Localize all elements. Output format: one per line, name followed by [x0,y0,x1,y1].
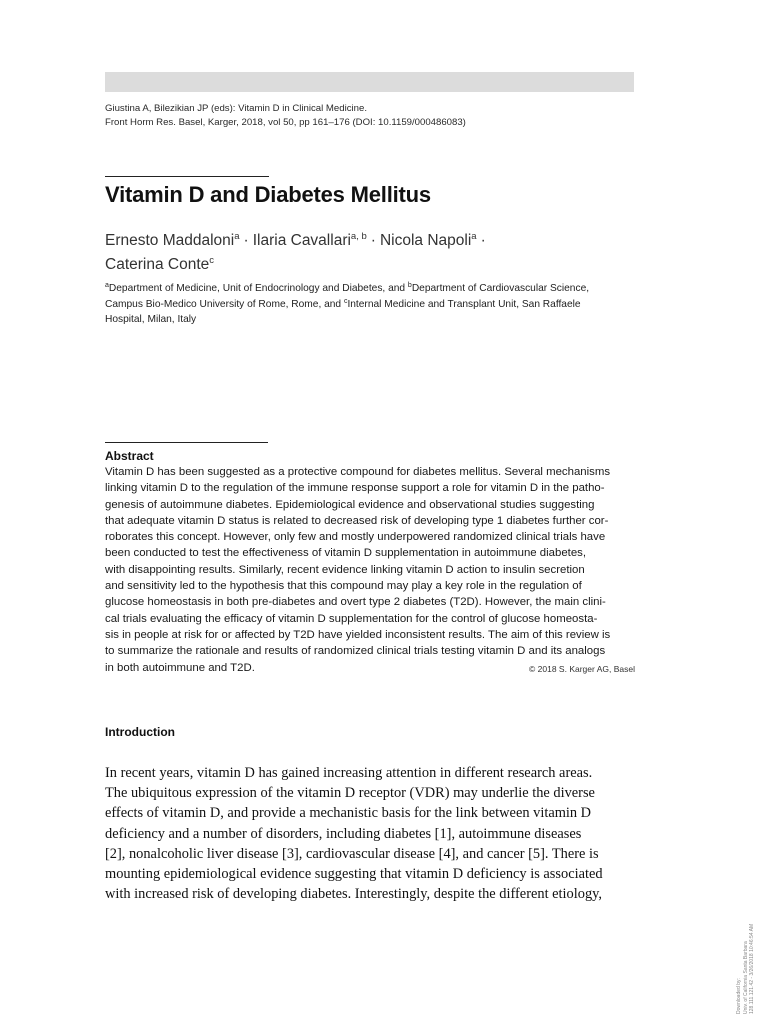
watermark-line: 128.111.121.42 - 3/26/2018 10:46:54 AM [749,923,755,1014]
author-separator: · [480,232,486,249]
author-separator: · [370,232,376,249]
affiliation-text: Campus Bio-Medico University of Rome, Rome, and [105,298,344,310]
download-watermark [736,924,756,1014]
watermark-line: Univ. of California Santa Barbara [742,941,749,1014]
abstract-line: cal trials evaluating the efficacy of vitamin D supplementation for the control of glucose homeosta- [105,612,598,625]
header-banner [105,72,634,92]
abstract-line: Vitamin D has been suggested as a protective compound for diabetes mellitus. Several mechanisms [105,466,611,478]
citation [105,102,645,130]
affiliation-line [105,297,645,313]
affiliation-line: Hospital, Milan, Italy [105,314,197,325]
abstract-line: and sensitivity led to the hypothesis that this compound may play a key role in the regulation of [105,580,582,593]
abstract-line: sis in people at risk for or affected by T2D have yielded inconsistent results. The aim of this review is [105,628,611,641]
author-name: Caterina Conte [105,256,210,273]
introduction-heading: Introduction [105,725,175,739]
affiliation-line [105,281,645,297]
article-title: Vitamin D and Diabetes Mellitus [105,182,431,207]
author-line [105,253,645,277]
abstract-line: genesis of autoimmune diabetes. Epidemiological evidence and observational studies suggesting [105,498,595,511]
copyright-notice: © 2018 S. Karger AG, Basel [529,663,635,674]
abstract-line: been conducted to test the effectiveness of vitamin D supplementation in autoimmune diabetes, [105,547,587,560]
author-list [105,229,645,277]
author-affiliation-mark: a [234,231,240,242]
abstract-last-line [105,660,635,676]
abstract-line: glucose homeostasis in both pre-diabetes and overt type 2 diabetes (T2D). However, the main clini- [105,596,606,609]
author-separator: · [243,232,249,249]
author-name: Ernesto Maddaloni [105,232,235,249]
author-affiliation-mark: a [471,231,477,242]
affiliation-text: Department of Medicine, Unit of Endocrinology and Diabetes, and [108,283,408,294]
affiliation-mark: a [105,282,109,289]
author-line [105,229,645,253]
affiliation-text: Internal Medicine and Transplant Unit, San Raffaele [347,298,581,310]
abstract-body [105,464,635,676]
abstract-divider [105,442,268,443]
abstract-heading: Abstract [105,449,154,463]
abstract-line: with disappointing results. Similarly, recent evidence linking vitamin D action to insulin secretion [105,563,585,576]
abstract-line: roborates this concept. However, only few and mostly underpowered randomized clinical trials have [105,531,606,544]
intro-line: mounting epidemiological evidence suggesting that vitamin D deficiency is associated [105,866,603,883]
author-affiliation-mark: a, b [350,231,367,242]
title-divider [105,176,269,177]
affiliations [105,281,645,328]
abstract-line: in both autoimmune and T2D. [105,661,255,674]
intro-line: deficiency and a number of disorders, including diabetes [1], autoimmune diseases [105,825,582,842]
author-name: Ilaria Cavallari [252,232,351,249]
intro-line: with increased risk of developing diabetes. Interestingly, despite the different etiology, [105,886,602,903]
author-name: Nicola Napoli [379,232,472,249]
intro-line: [2], nonalcoholic liver disease [3], cardiovascular disease [4], and cancer [5]. There is [105,845,599,862]
affiliation-text: Department of Cardiovascular Science, [411,283,590,294]
citation-line: Front Horm Res. Basel, Karger, 2018, vol 50, pp 161–176 (DOI: 10.1159/000486083) [105,117,466,128]
affiliation-mark: c [343,297,348,305]
introduction-body [105,763,637,904]
abstract-line: that adequate vitamin D status is related to decreased risk of developing type 1 diabetes further cor- [105,514,609,527]
abstract-line: linking vitamin D to the regulation of the immune response support a role for vitamin D in the patho- [105,482,605,495]
author-affiliation-mark: c [209,255,215,266]
watermark-line: Downloaded by: [736,978,742,1014]
affiliation-mark: b [407,282,412,289]
intro-line: In recent years, vitamin D has gained increasing attention in different research areas. [105,765,593,781]
intro-line: The ubiquitous expression of the vitamin D receptor (VDR) may underlie the diverse [105,785,595,802]
abstract-line: to summarize the rationale and results of randomized clinical trials testing vitamin D and its analogs [105,645,606,658]
intro-line: effects of vitamin D, and provide a mechanistic basis for the link between vitamin D [105,805,592,822]
citation-line: Giustina A, Bilezikian JP (eds): Vitamin D in Clinical Medicine. [105,103,367,114]
